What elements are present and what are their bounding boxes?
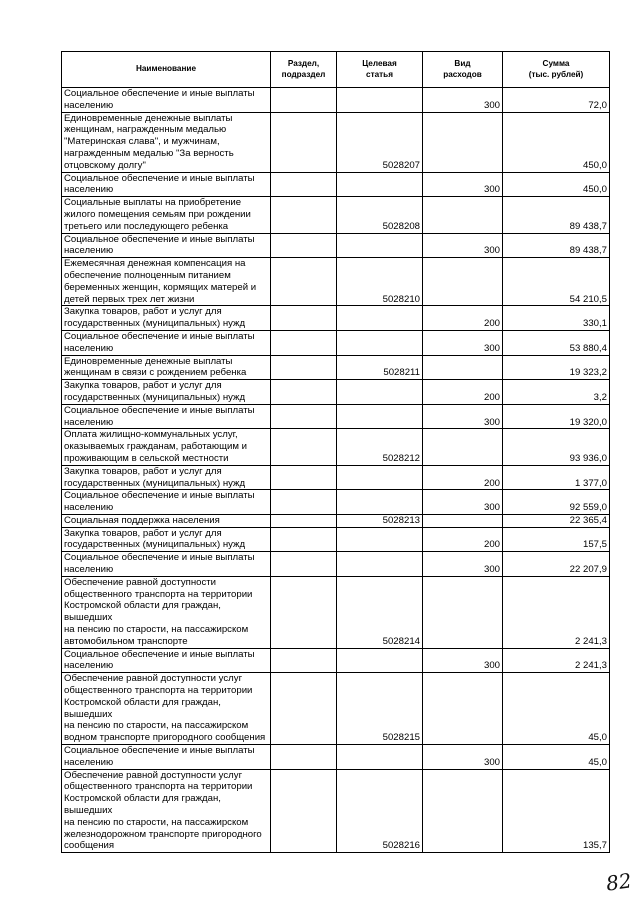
header-type: Вид расходов <box>423 52 503 88</box>
cell-name: Социальное обеспечение и иные выплаты населению <box>62 490 271 515</box>
table-row <box>62 745 610 770</box>
cell-sum: 1 377,0 <box>503 465 610 490</box>
cell-sum: 22 365,4 <box>503 514 610 527</box>
cell-sum: 22 207,9 <box>503 552 610 577</box>
cell-section <box>271 527 337 552</box>
cell-target <box>337 490 423 515</box>
budget-table <box>61 51 610 853</box>
cell-section <box>271 648 337 673</box>
table-row <box>62 673 610 745</box>
cell-type <box>423 112 503 172</box>
cell-target: 5028211 <box>337 355 423 380</box>
cell-name: Обеспечение равной доступности услуг общественного транспорта на территории Костромской области для граждан, вышедших на пенсию по старости, на пассажирском железнодорожном транспорте пригородного сообщения <box>62 769 271 853</box>
cell-type: 300 <box>423 330 503 355</box>
table-row <box>62 330 610 355</box>
cell-type: 300 <box>423 745 503 770</box>
cell-target: 5028213 <box>337 514 423 527</box>
cell-name: Единовременные денежные выплаты женщинам, награжденным медалью "Материнская слава", и мужчинам, награжденным медалью "За верность отцовскому долгу" <box>62 112 271 172</box>
cell-target <box>337 330 423 355</box>
cell-name: Закупка товаров, работ и услуг для государственных (муниципальных) нужд <box>62 380 271 405</box>
cell-type: 300 <box>423 490 503 515</box>
cell-section <box>271 330 337 355</box>
cell-type <box>423 769 503 853</box>
cell-name: Закупка товаров, работ и услуг для государственных (муниципальных) нужд <box>62 465 271 490</box>
table-row <box>62 112 610 172</box>
cell-sum: 19 323,2 <box>503 355 610 380</box>
cell-name: Обеспечение равной доступности общественного транспорта на территории Костромской области для граждан, вышедших на пенсию по старости, на пассажирском автомобильном транспорте <box>62 576 271 648</box>
cell-target: 5028216 <box>337 769 423 853</box>
cell-section <box>271 88 337 113</box>
cell-name: Обеспечение равной доступности услуг общественного транспорта на территории Костромской области для граждан, вышедших на пенсию по старости, на пассажирском водном транспорте пригородного сообщения <box>62 673 271 745</box>
cell-target: 5028208 <box>337 197 423 233</box>
cell-type: 200 <box>423 306 503 331</box>
cell-name: Закупка товаров, работ и услуг для государственных (муниципальных) нужд <box>62 527 271 552</box>
cell-section <box>271 576 337 648</box>
cell-section <box>271 197 337 233</box>
table-row <box>62 769 610 853</box>
table-row <box>62 490 610 515</box>
page-number: 82 <box>604 868 633 896</box>
cell-name: Ежемесячная денежная компенсация на обеспечение полноценным питанием беременных женщин, кормящих матерей и детей первых трех лет жизни <box>62 258 271 306</box>
table-row <box>62 527 610 552</box>
cell-type: 300 <box>423 172 503 197</box>
cell-sum: 89 438,7 <box>503 233 610 258</box>
table-row <box>62 88 610 113</box>
cell-sum: 45,0 <box>503 745 610 770</box>
cell-sum: 330,1 <box>503 306 610 331</box>
table-row <box>62 197 610 233</box>
table-row <box>62 355 610 380</box>
table-row <box>62 552 610 577</box>
table-row <box>62 172 610 197</box>
cell-name: Оплата жилищно-коммунальных услуг, оказываемых гражданам, работающим и проживающим в сельской местности <box>62 429 271 465</box>
cell-section <box>271 673 337 745</box>
cell-target: 5028210 <box>337 258 423 306</box>
cell-target: 5028214 <box>337 576 423 648</box>
cell-name: Социальное обеспечение и иные выплаты населению <box>62 745 271 770</box>
cell-type: 300 <box>423 233 503 258</box>
table-row <box>62 306 610 331</box>
cell-sum: 157,5 <box>503 527 610 552</box>
cell-name: Социальное обеспечение и иные выплаты населению <box>62 88 271 113</box>
cell-target <box>337 745 423 770</box>
cell-type: 200 <box>423 465 503 490</box>
table-row <box>62 465 610 490</box>
cell-target <box>337 648 423 673</box>
cell-section <box>271 258 337 306</box>
cell-sum: 450,0 <box>503 172 610 197</box>
cell-section <box>271 233 337 258</box>
cell-section <box>271 429 337 465</box>
cell-target <box>337 552 423 577</box>
cell-sum: 92 559,0 <box>503 490 610 515</box>
cell-section <box>271 490 337 515</box>
cell-name: Социальное обеспечение и иные выплаты населению <box>62 233 271 258</box>
cell-section <box>271 514 337 527</box>
cell-type <box>423 514 503 527</box>
cell-type <box>423 429 503 465</box>
cell-name: Закупка товаров, работ и услуг для государственных (муниципальных) нужд <box>62 306 271 331</box>
cell-name: Социальная поддержка населения <box>62 514 271 527</box>
cell-type <box>423 258 503 306</box>
table-row <box>62 648 610 673</box>
cell-section <box>271 552 337 577</box>
cell-section <box>271 355 337 380</box>
cell-sum: 53 880,4 <box>503 330 610 355</box>
cell-type <box>423 673 503 745</box>
cell-sum: 2 241,3 <box>503 648 610 673</box>
table-row <box>62 429 610 465</box>
cell-sum: 54 210,5 <box>503 258 610 306</box>
cell-type: 200 <box>423 380 503 405</box>
cell-target: 5028215 <box>337 673 423 745</box>
cell-sum: 93 936,0 <box>503 429 610 465</box>
cell-sum: 135,7 <box>503 769 610 853</box>
cell-target <box>337 172 423 197</box>
table-row <box>62 233 610 258</box>
cell-target <box>337 306 423 331</box>
cell-target <box>337 88 423 113</box>
header-section: Раздел, подраздел <box>271 52 337 88</box>
cell-sum: 2 241,3 <box>503 576 610 648</box>
cell-name: Социальное обеспечение и иные выплаты населению <box>62 552 271 577</box>
cell-sum: 19 320,0 <box>503 404 610 429</box>
cell-type <box>423 355 503 380</box>
cell-target: 5028207 <box>337 112 423 172</box>
cell-sum: 72,0 <box>503 88 610 113</box>
cell-name: Социальное обеспечение и иные выплаты населению <box>62 330 271 355</box>
header-sum: Сумма (тыс. рублей) <box>503 52 610 88</box>
cell-type: 300 <box>423 404 503 429</box>
cell-section <box>271 172 337 197</box>
cell-section <box>271 769 337 853</box>
header-name: Наименование <box>62 52 271 88</box>
cell-type: 200 <box>423 527 503 552</box>
table-row <box>62 258 610 306</box>
cell-name: Социальное обеспечение и иные выплаты населению <box>62 404 271 429</box>
cell-target: 5028212 <box>337 429 423 465</box>
cell-type: 300 <box>423 552 503 577</box>
cell-type <box>423 197 503 233</box>
cell-target <box>337 233 423 258</box>
header-target: Целевая статья <box>337 52 423 88</box>
cell-target <box>337 527 423 552</box>
cell-section <box>271 745 337 770</box>
cell-target <box>337 404 423 429</box>
header-row <box>62 52 610 88</box>
table-header <box>62 52 610 88</box>
cell-name: Социальное обеспечение и иные выплаты населению <box>62 172 271 197</box>
cell-name: Социальные выплаты на приобретение жилого помещения семьям при рождении третьего или последующего ребенка <box>62 197 271 233</box>
cell-type: 300 <box>423 648 503 673</box>
cell-section <box>271 404 337 429</box>
cell-type <box>423 576 503 648</box>
cell-section <box>271 465 337 490</box>
cell-target <box>337 465 423 490</box>
table-row <box>62 380 610 405</box>
cell-section <box>271 306 337 331</box>
cell-type: 300 <box>423 88 503 113</box>
table-row <box>62 404 610 429</box>
table-row <box>62 576 610 648</box>
cell-sum: 45,0 <box>503 673 610 745</box>
cell-section <box>271 380 337 405</box>
table-body <box>62 88 610 853</box>
cell-section <box>271 112 337 172</box>
cell-name: Социальное обеспечение и иные выплаты населению <box>62 648 271 673</box>
cell-name: Единовременные денежные выплаты женщинам в связи с рождением ребенка <box>62 355 271 380</box>
cell-sum: 89 438,7 <box>503 197 610 233</box>
cell-sum: 450,0 <box>503 112 610 172</box>
cell-sum: 3,2 <box>503 380 610 405</box>
cell-target <box>337 380 423 405</box>
table-row <box>62 514 610 527</box>
